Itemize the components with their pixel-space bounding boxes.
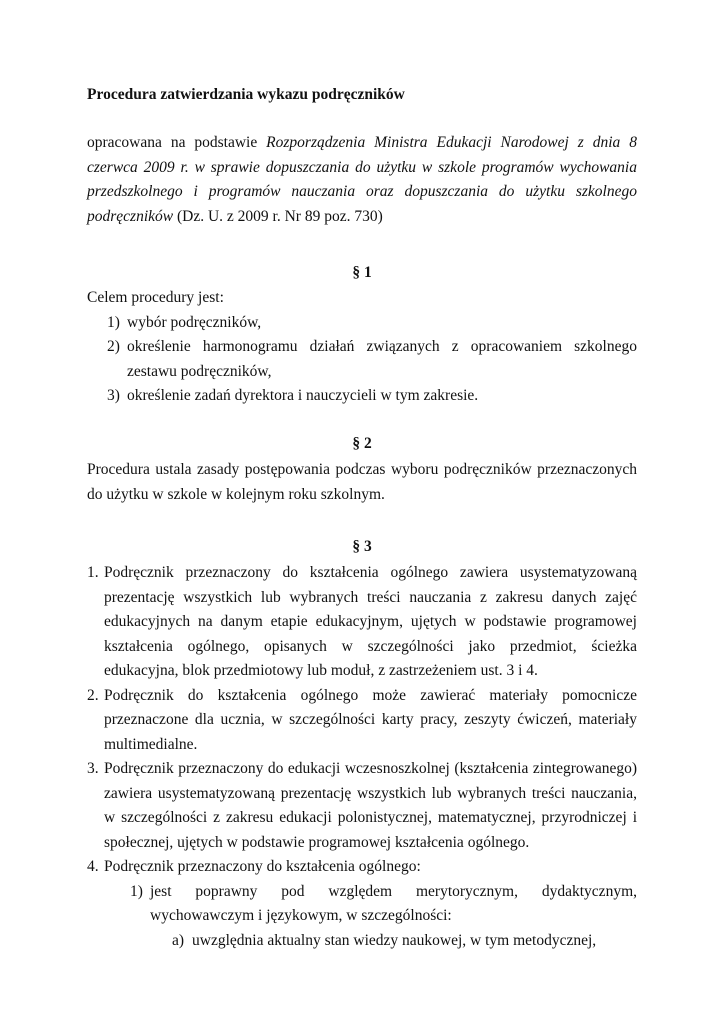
list-item-number: 1)	[107, 313, 120, 331]
list-item-text: Podręcznik przeznaczony do kształcenia ogólnego:	[104, 858, 421, 875]
document-title: Procedura zatwierdzania wykazu podręczników	[87, 86, 405, 103]
list-item-number: 3.	[87, 760, 99, 777]
list-item	[87, 929, 637, 954]
list-item	[87, 311, 637, 336]
intro-regulation-title: Rozporządzenia Ministra Edukacji Narodowej z dnia 8 czerwca 2009 r. w sprawie dopuszczania do użytku w szkole programów wychowania przedszkolnego i programów nauczania oraz dopuszczania do użytku szkolnego podręczników	[87, 134, 637, 225]
section-3-list	[87, 561, 637, 880]
list-item-number: 2.	[87, 686, 99, 704]
section-3-sublist	[87, 880, 637, 929]
section-1-intro: Celem procedury jest:	[87, 289, 224, 306]
section-1-heading: § 1	[352, 264, 372, 281]
section-2-text: Procedura ustala zasady postępowania podczas wyboru podręczników przeznaczonych do użytku w szkole w kolejnym roku szkolnym.	[87, 461, 637, 503]
intro-lead: opracowana na podstawie	[87, 134, 267, 151]
list-item	[87, 855, 637, 880]
section-3-heading: § 3	[352, 538, 372, 555]
list-item-number: 1.	[87, 564, 99, 581]
list-item-text: Podręcznik przeznaczony do edukacji wczesnoszkolnej (kształcenia zintegrowanego) zawiera usystematyzowaną prezentację wszystkich lub wybranych treści nauczania, w szczególności z zakresu edukacji polonistycznej, matematycznej, przyrodniczej i społecznej, ujętych w podstawie programowej kształcenia ogólnego.	[104, 760, 637, 851]
list-item-number: 2)	[107, 338, 120, 355]
list-item-text: wybór podręczników,	[127, 313, 262, 331]
list-item-number: 3)	[107, 387, 120, 404]
list-item-text: jest poprawny pod względem merytorycznym, dydaktycznym, wychowawczym i językowym, w szczególności:	[150, 882, 637, 924]
list-item-text: Podręcznik do kształcenia ogólnego może zawierać materiały pomocnicze przeznaczone dla ucznia, w szczególności karty pracy, zeszyty ćwiczeń, materiały multimedialne.	[104, 686, 637, 753]
list-item	[87, 384, 637, 409]
list-item	[87, 561, 637, 684]
intro-citation: (Dz. U. z 2009 r. Nr 89 poz. 730)	[173, 207, 383, 225]
section-1-list	[87, 311, 637, 409]
intro-paragraph	[87, 131, 637, 229]
list-item	[87, 684, 637, 758]
list-item-text: określenie zadań dyrektora i nauczycieli w tym zakresie.	[127, 387, 479, 404]
list-item	[87, 335, 637, 384]
list-item-number: 4.	[87, 858, 99, 875]
list-item	[87, 757, 637, 855]
list-item-text: uwzględnia aktualny stan wiedzy naukowej, w tym metodycznej,	[192, 931, 597, 949]
section-2-heading: § 2	[352, 435, 372, 452]
list-item	[87, 880, 637, 929]
list-item-text: określenie harmonogramu działań związanych z opracowaniem szkolnego zestawu podręczników,	[127, 338, 637, 380]
list-item-number: 1)	[130, 882, 143, 900]
section-3-body	[87, 561, 637, 953]
list-item-number: a)	[172, 931, 185, 949]
list-item-text: Podręcznik przeznaczony do kształcenia ogólnego zawiera usystematyzowaną prezentację wszystkich lub wybranych treści nauczania z zakresu danych zajęć edukacyjnych na danym etapie edukacyjnym, ujętych w podstawie programowej kształcenia ogólnego, opisanych w szczególności jako przedmiot, ścieżka edukacyjna, blok przedmiotowy lub moduł, z zastrzeżeniem ust. 3 i 4.	[104, 564, 637, 679]
section-3-subsublist	[87, 929, 637, 954]
section-1-body	[87, 286, 637, 409]
